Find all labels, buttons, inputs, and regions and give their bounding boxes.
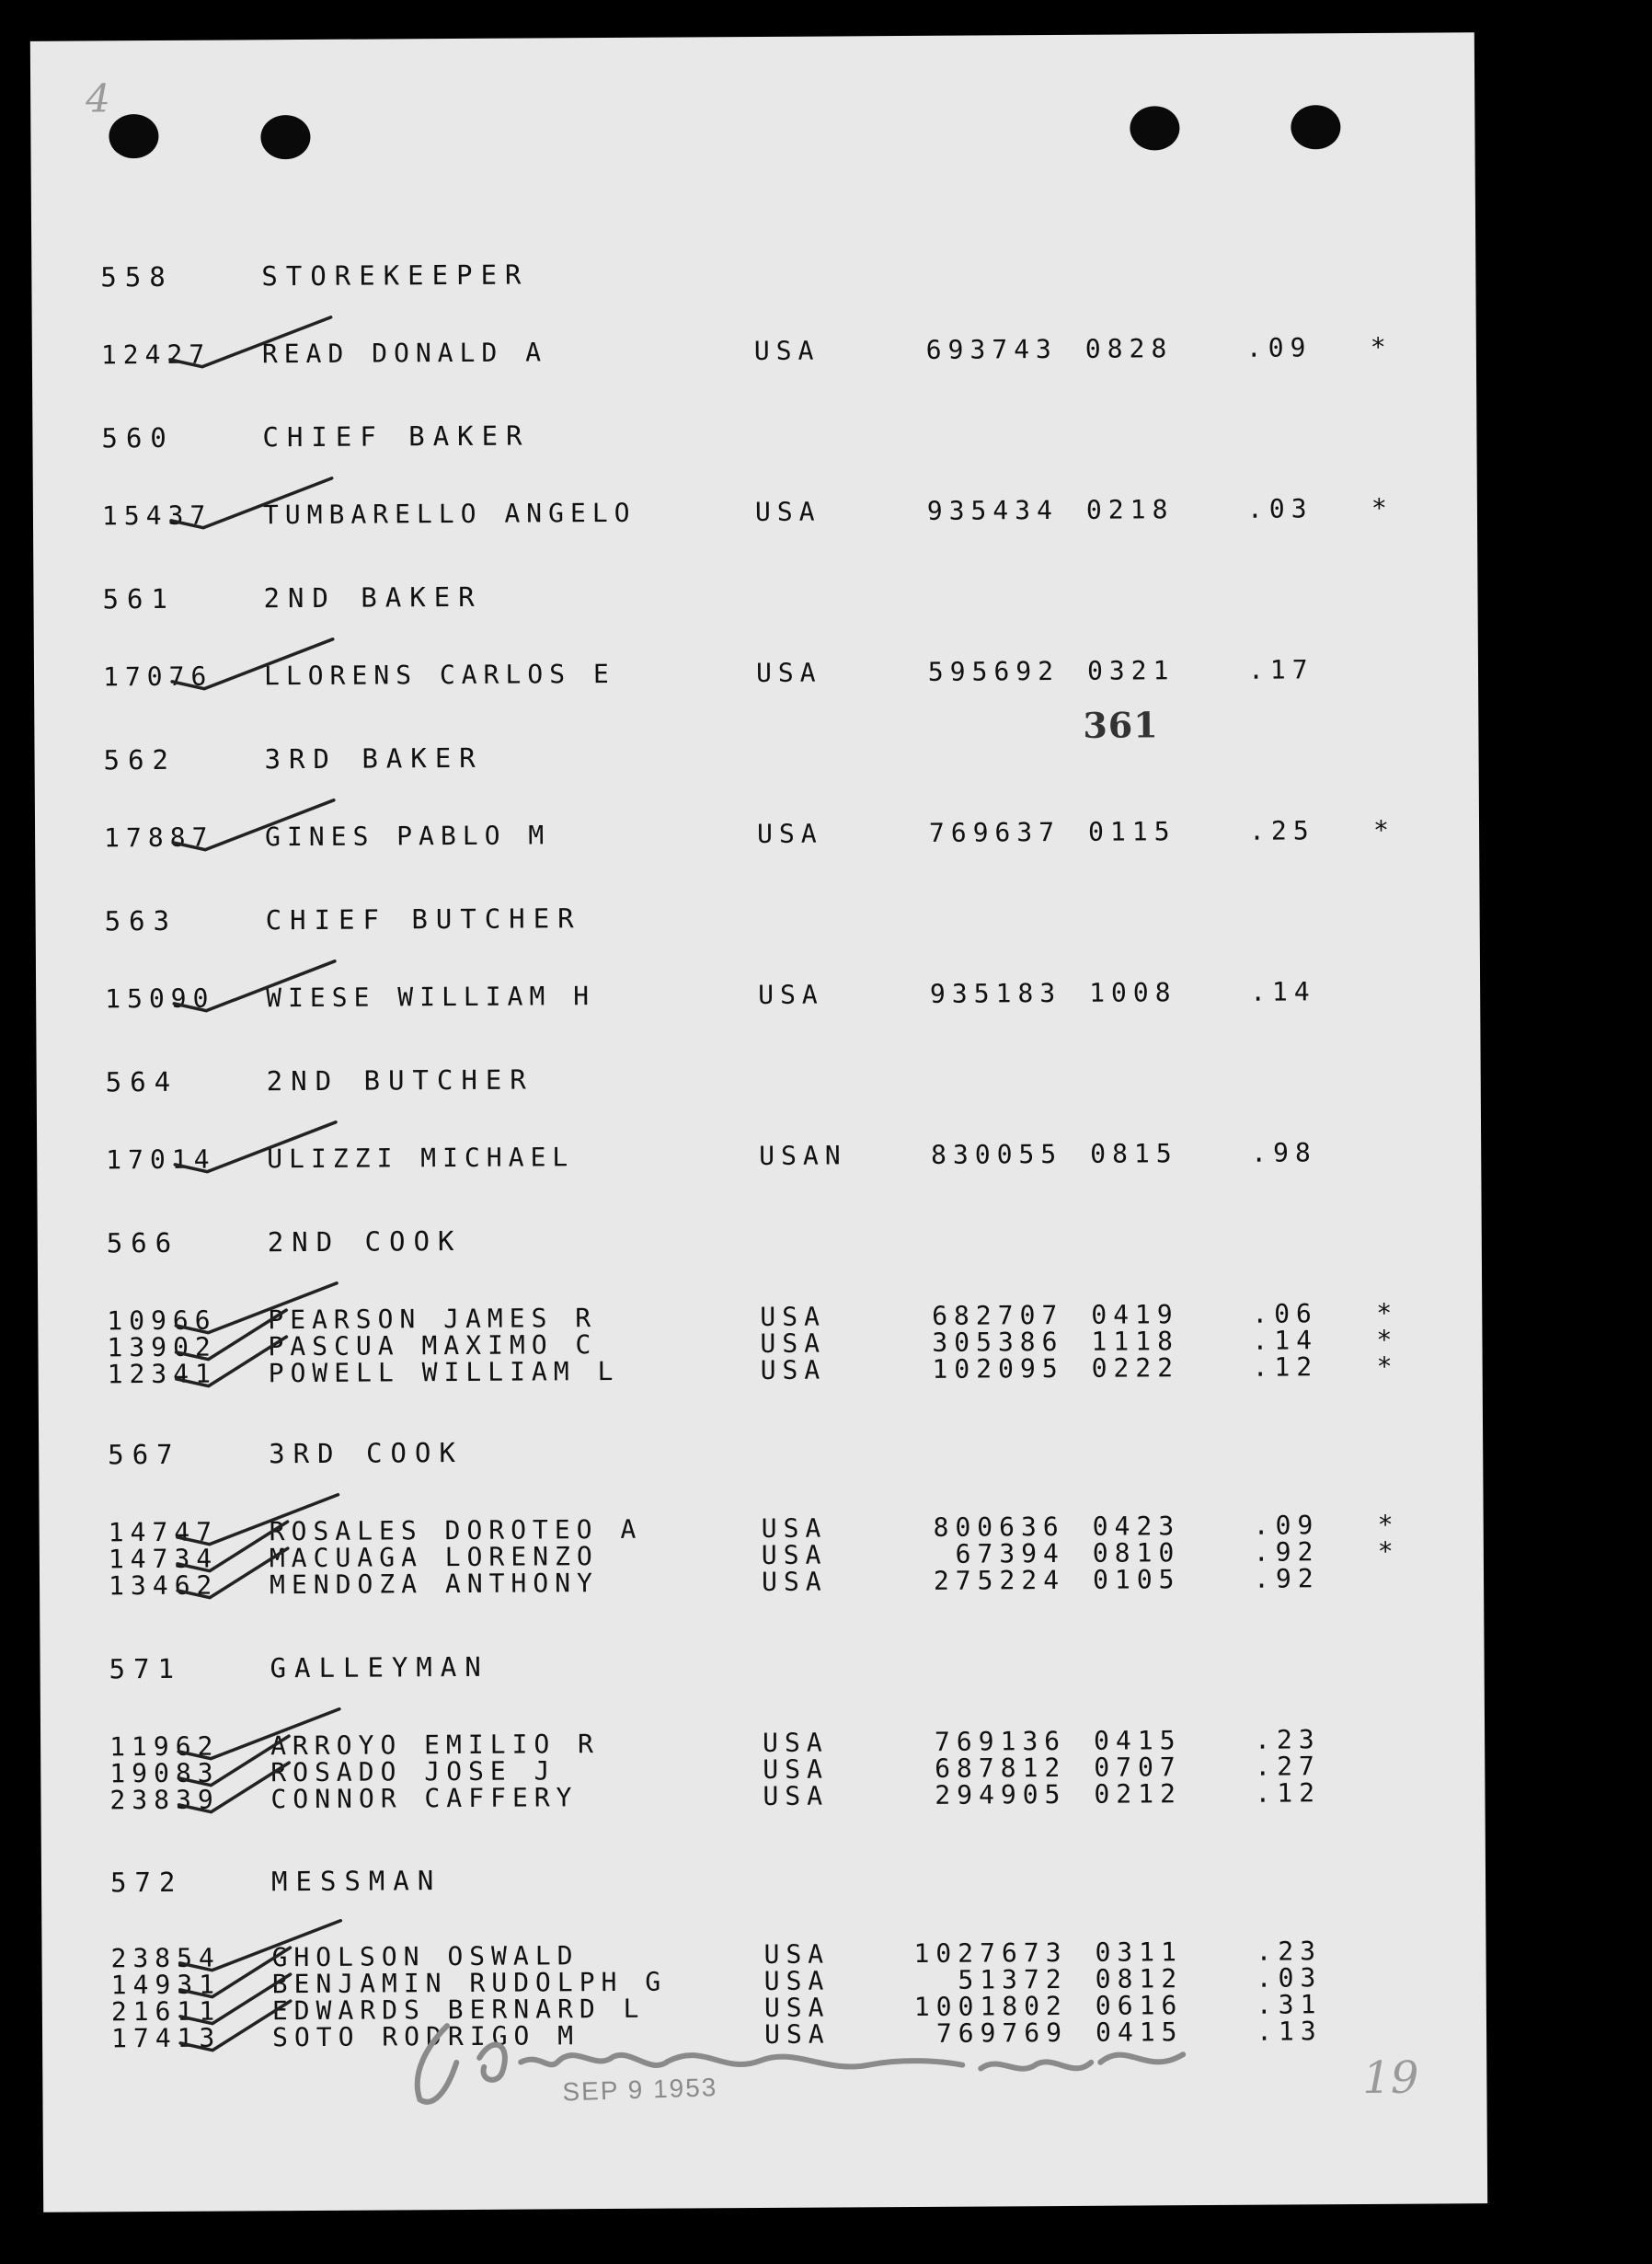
crew-name: PASCUA MAXIMO C: [268, 1329, 598, 1362]
crew-number: 23854: [110, 1942, 221, 1974]
crew-number: 14747: [108, 1516, 219, 1548]
crew-book-number: 1001802: [913, 1990, 1068, 2022]
crew-name: PEARSON JAMES R: [268, 1303, 598, 1336]
rating-heading: [110, 1865, 442, 1898]
crew-book-number: 935183: [929, 977, 1062, 1009]
crew-block: [110, 1936, 1323, 2054]
rating-title: CHIEF BAKER: [262, 419, 531, 454]
punch-hole: [260, 115, 310, 159]
page-stamp-number: 361: [1083, 704, 1159, 746]
crew-citizenship: USA: [763, 1727, 829, 1758]
rating-code: 560: [101, 421, 175, 454]
crew-amount: .23: [1255, 1724, 1321, 1755]
rating-heading: [109, 1651, 489, 1685]
crew-number: 17014: [106, 1143, 216, 1176]
crew-name: GHOLSON OSWALD: [271, 1940, 579, 1973]
rating-heading: [107, 1225, 463, 1258]
crew-date: 1118: [1091, 1326, 1179, 1357]
rating-title: 3RD BAKER: [264, 741, 484, 776]
crew-book-number: 294905: [935, 1778, 1067, 1810]
crew-citizenship: USA: [760, 1301, 826, 1332]
crew-name: TUMBARELLO ANGELO: [262, 497, 637, 531]
crew-number: 19083: [109, 1757, 220, 1789]
rating-title: GALLEYMAN: [270, 1650, 489, 1684]
crew-amount: .92: [1253, 1536, 1320, 1568]
crew-amount: .12: [1252, 1351, 1319, 1383]
crew-number: 21611: [110, 1995, 222, 2028]
crew-amount: .23: [1256, 1936, 1323, 1967]
crew-number: 17076: [102, 661, 213, 693]
crew-number: 17887: [103, 822, 214, 854]
crew-name: MENDOZA ANTHONY: [269, 1568, 600, 1601]
rating-heading: [101, 420, 530, 454]
crew-book-number: 1027673: [913, 1936, 1068, 1969]
crew-asterisk: *: [1376, 1297, 1399, 1328]
crew-date: 0115: [1087, 816, 1176, 847]
crew-amount: .31: [1256, 1989, 1323, 2020]
crew-citizenship: USA: [758, 979, 824, 1011]
crew-book-number: 693743: [925, 334, 1058, 365]
rating-code: 566: [106, 1226, 180, 1259]
crew-citizenship: USA: [763, 1938, 831, 1970]
crew-book-number: 687812: [935, 1752, 1067, 1784]
crew-citizenship: USA: [754, 496, 821, 528]
crew-amount: .17: [1247, 654, 1314, 685]
rating-heading: [105, 902, 582, 937]
rating-code: 562: [103, 743, 178, 776]
crew-asterisk: *: [1377, 1509, 1400, 1540]
rating-title: CHIEF BUTCHER: [265, 902, 582, 937]
crew-date: 0423: [1092, 1511, 1181, 1542]
crew-date: 0105: [1092, 1564, 1181, 1595]
crew-number: 14931: [110, 1969, 222, 2001]
crew-date: 0815: [1090, 1138, 1178, 1169]
crew-name: MACUAGA LORENZO: [269, 1541, 599, 1574]
crew-asterisk: *: [1372, 814, 1396, 845]
crew-citizenship: USA: [753, 335, 820, 367]
crew-book-number: 935434: [926, 494, 1060, 526]
crew-name: EDWARDS BERNARD L: [271, 1993, 646, 2027]
rating-code: 563: [104, 904, 178, 937]
punch-hole: [109, 114, 158, 158]
crew-number: 14734: [108, 1543, 219, 1575]
document-page: [30, 32, 1487, 2212]
crew-date: 0616: [1095, 1990, 1184, 2021]
crew-asterisk: *: [1370, 331, 1393, 362]
rating-code: 567: [108, 1438, 181, 1471]
crew-block: [107, 1297, 1399, 1390]
crew-amount: .25: [1248, 815, 1315, 846]
crew-book-number: 830055: [930, 1138, 1063, 1170]
rating-title: 2ND BUTCHER: [266, 1063, 534, 1098]
crew-date: 0222: [1091, 1352, 1180, 1384]
punch-hole: [1130, 106, 1179, 150]
crew-date: 1008: [1089, 977, 1177, 1008]
crew-name: SOTO RODRIGO M: [271, 2020, 580, 2053]
crew-book-number: 769136: [934, 1725, 1067, 1757]
crew-block: [109, 1724, 1322, 1816]
crew-book-number: 275224: [933, 1564, 1066, 1596]
crew-name: GINES PABLO M: [264, 820, 551, 853]
rating-heading: [108, 1437, 464, 1470]
rating-title: MESSMAN: [270, 1865, 442, 1898]
crew-name: BENJAMIN RUDOLPH G: [271, 1966, 668, 2000]
crew-amount: .12: [1255, 1777, 1322, 1809]
crew-date: 0212: [1094, 1778, 1183, 1810]
crew-book-number: 769637: [928, 816, 1061, 848]
crew-book-number: 305386: [932, 1326, 1064, 1358]
rating-code: 571: [109, 1652, 183, 1685]
crew-date: 0311: [1095, 1936, 1184, 1968]
corner-pencil-mark: 4: [86, 75, 111, 121]
crew-date: 0810: [1092, 1537, 1181, 1569]
rating-heading: [100, 259, 529, 293]
crew-name: ROSALES DOROTEO A: [269, 1513, 643, 1547]
crew-date: 0415: [1095, 2017, 1184, 2048]
crew-asterisk: *: [1377, 1535, 1400, 1567]
crew-name: LLORENS CARLOS E: [263, 658, 615, 692]
rating-heading: [106, 1063, 534, 1098]
crew-name: POWELL WILLIAM L: [268, 1355, 620, 1389]
crew-amount: .14: [1250, 976, 1316, 1007]
crew-number: 13902: [107, 1331, 217, 1363]
crew-amount: .09: [1245, 332, 1313, 363]
crew-asterisk: *: [1376, 1350, 1399, 1382]
rating-code: 558: [100, 260, 174, 293]
crew-citizenship: USA: [763, 2018, 831, 2050]
crew-book-number: 67394: [955, 1537, 1065, 1569]
rating-code: 564: [105, 1065, 179, 1098]
crew-number: 23839: [109, 1784, 220, 1816]
crew-number: 11962: [109, 1730, 220, 1763]
crew-asterisk: *: [1371, 492, 1394, 523]
crew-number: 15437: [101, 500, 212, 532]
crew-number: 10966: [107, 1304, 217, 1337]
crew-citizenship: USA: [763, 1780, 830, 1811]
rating-heading: [102, 581, 482, 615]
crew-name: ULIZZI MICHAEL: [267, 1142, 575, 1175]
crew-name: ARROYO EMILIO R: [270, 1729, 601, 1762]
crew-citizenship: USA: [761, 1539, 828, 1570]
crew-number: 12427: [100, 339, 212, 371]
crew-amount: .27: [1255, 1751, 1321, 1782]
crew-number: 15090: [105, 983, 215, 1015]
crew-book-number: 682707: [932, 1299, 1064, 1331]
crew-amount: .14: [1252, 1325, 1319, 1356]
crew-amount: .09: [1253, 1510, 1320, 1541]
crew-citizenship: USA: [763, 1992, 831, 2023]
rating-title: STOREKEEPER: [261, 259, 530, 293]
crew-citizenship: USA: [761, 1566, 828, 1597]
crew-asterisk: *: [1376, 1324, 1399, 1355]
crew-date: 0828: [1084, 333, 1174, 364]
crew-amount: .13: [1256, 2016, 1323, 2047]
handwritten-page-number: 19: [1362, 2051, 1419, 2105]
rating-code: 561: [102, 582, 177, 615]
crew-book-number: 595692: [927, 655, 1061, 687]
crew-name: ROSADO JOSE J: [270, 1755, 556, 1788]
crew-citizenship: USA: [756, 818, 823, 850]
crew-name: READ DONALD A: [261, 337, 548, 370]
crew-number: 17413: [110, 2022, 222, 2054]
crew-date: 0707: [1094, 1752, 1182, 1783]
rating-code: 572: [109, 1866, 184, 1899]
crew-citizenship: USA: [763, 1753, 829, 1785]
crew-book-number: 800636: [933, 1511, 1065, 1543]
crew-book-number: 51372: [958, 1963, 1068, 1995]
received-date-stamp: SEP 9 1953: [561, 2073, 718, 2107]
crew-amount: .03: [1256, 1962, 1323, 1994]
crew-citizenship: USA: [763, 1965, 831, 1996]
crew-date: 0218: [1085, 494, 1175, 525]
crew-citizenship: USAN: [759, 1140, 847, 1171]
crew-name: WIESE WILLIAM H: [266, 981, 596, 1014]
rating-title: 2ND COOK: [267, 1224, 463, 1258]
crew-citizenship: USA: [760, 1354, 827, 1385]
crew-date: 0415: [1094, 1725, 1182, 1756]
crew-citizenship: USA: [761, 1512, 828, 1544]
rating-heading: [103, 742, 483, 776]
crew-amount: .06: [1252, 1298, 1318, 1329]
crew-date: 0419: [1091, 1299, 1179, 1330]
crew-amount: .03: [1246, 493, 1314, 524]
crew-book-number: 769769: [935, 2017, 1069, 2049]
punch-hole: [1291, 105, 1340, 149]
crew-name: CONNOR CAFFERY: [270, 1782, 579, 1815]
crew-date: 0812: [1095, 1963, 1184, 1994]
crew-number: 13462: [108, 1569, 219, 1602]
crew-citizenship: USA: [755, 657, 822, 689]
crew-number: 12341: [107, 1358, 218, 1390]
rating-title: 2ND BAKER: [263, 580, 483, 615]
rating-title: 3RD COOK: [269, 1436, 464, 1470]
crew-amount: .92: [1253, 1563, 1320, 1594]
crew-citizenship: USA: [760, 1327, 827, 1359]
crew-date: 0321: [1086, 655, 1176, 686]
crew-book-number: 102095: [932, 1352, 1064, 1385]
crew-amount: .98: [1251, 1137, 1317, 1168]
